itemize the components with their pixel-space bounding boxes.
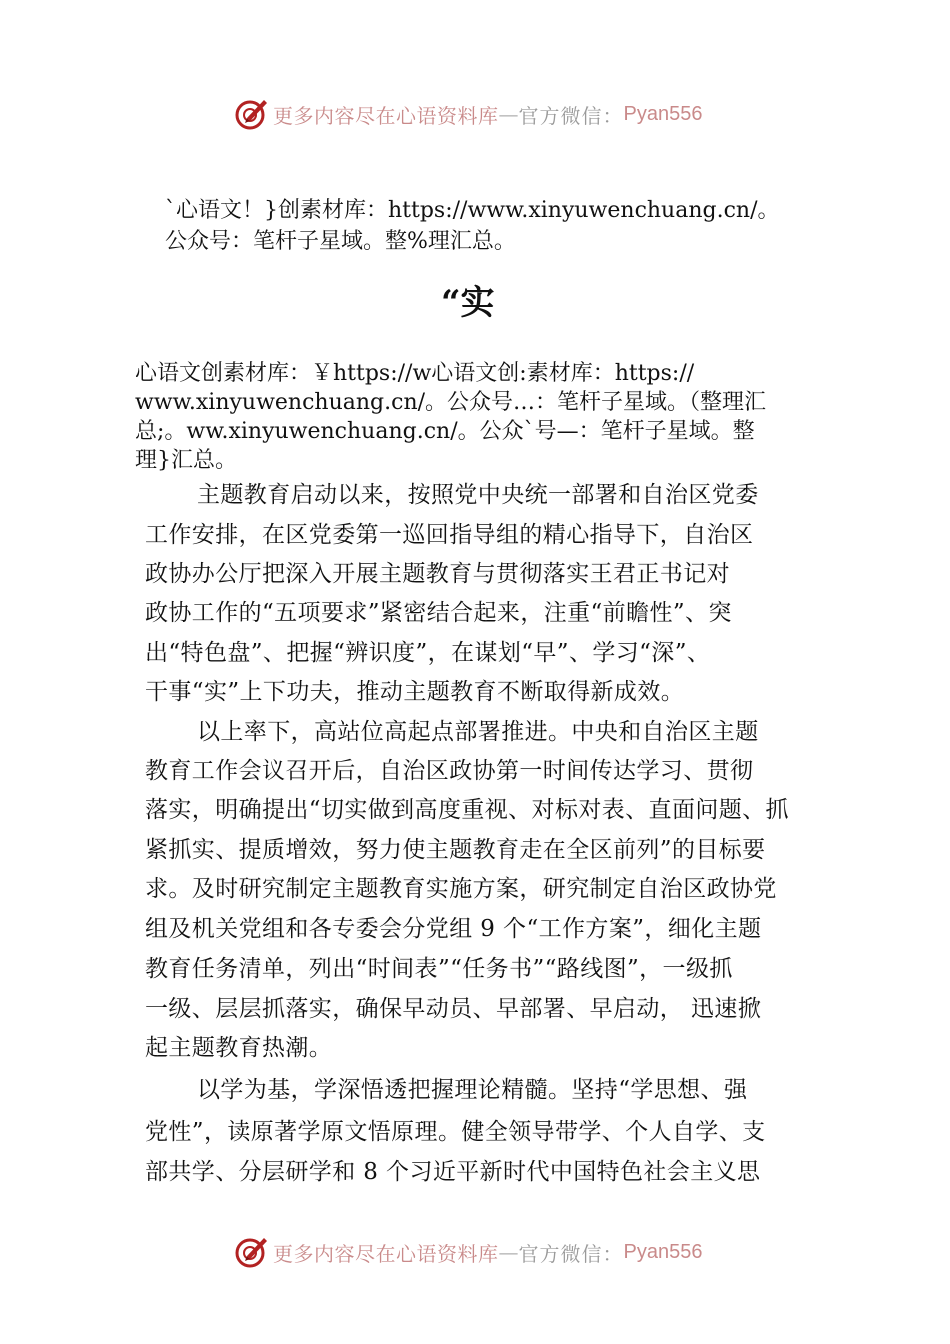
body-line: 干事“实”上下功夫，推动主题教育不断取得新成效。 xyxy=(145,679,685,705)
body-line: 党性”，读原著学原文悟原理。健全领导带学、个人自学、支 xyxy=(145,1119,766,1145)
source-line: 总;。ww.xinyuwenchuang.cn/。公众`号—：笔杆子星域。整 xyxy=(135,419,755,444)
intro-line: 公众号：笔杆子星域。整%理汇总。 xyxy=(165,229,516,254)
source-line: www.xinyuwenchuang.cn/。公众号…：笔杆子星域。（整理汇 xyxy=(135,390,767,415)
banner-dash: — xyxy=(498,102,519,126)
banner-wechat-id: Pyan556 xyxy=(623,102,703,125)
banner-wechat-label: 官方微信： xyxy=(518,103,624,128)
footer-banner xyxy=(233,1232,753,1272)
body-line: 政协工作的“五项要求”紧密结合起来，注重“前瞻性”、突 xyxy=(145,600,732,626)
body-line: 紧抓实、提质增效，努力使主题教育走在全区前列”的目标要 xyxy=(145,837,766,863)
banner-text: 更多内容尽在心语资料库 xyxy=(273,103,499,128)
banner-dash: — xyxy=(498,1240,519,1264)
source-line: 心语文创素材库：￥https://w心语文创:素材库：https:// xyxy=(135,361,695,386)
header-banner xyxy=(233,94,753,134)
body-line: 教育任务清单，列出“时间表”“任务书”“路线图”，一级抓 xyxy=(145,956,733,982)
body-line: 政协办公厅把深入开展主题教育与贯彻落实王君正书记对 xyxy=(145,561,730,587)
banner-text: 更多内容尽在心语资料库 xyxy=(273,1241,499,1266)
body-line: 一级、层层抓落实，确保早动员、早部署、早启动， 迅速掀 xyxy=(145,996,762,1022)
body-line: 落实，明确提出“切实做到高度重视、对标对表、直面问题、抓 xyxy=(145,797,789,823)
body-line: 组及机关党组和各专委会分党组 9 个“工作方案”，细化主题 xyxy=(145,916,762,942)
body-line: 部共学、分层研学和 8 个习近平新时代中国特色社会主义思 xyxy=(145,1159,761,1185)
body-line: 以上率下，高站位高起点部署推进。中央和自治区主题 xyxy=(197,719,759,745)
pen-logo-icon xyxy=(233,96,269,132)
body-line: 起主题教育热潮。 xyxy=(145,1035,333,1061)
body-line: 工作安排，在区党委第一巡回指导组的精心指导下，自治区 xyxy=(145,522,754,548)
banner-wechat-label: 官方微信： xyxy=(518,1241,624,1266)
intro-line: `心语文！}创素材库：https://www.xinyuwenchuang.cn/。 xyxy=(165,198,780,223)
page-title: “实 xyxy=(441,283,495,323)
body-line: 求。及时研究制定主题教育实施方案，研究制定自治区政协党 xyxy=(145,876,777,902)
source-line: 理}汇总。 xyxy=(135,448,237,473)
body-line: 教育工作会议召开后，自治区政协第一时间传达学习、贯彻 xyxy=(145,758,754,784)
pen-logo-icon xyxy=(233,1234,269,1270)
body-line: 以学为基，学深悟透把握理论精髓。坚持“学思想、强 xyxy=(197,1077,748,1103)
body-line: 主题教育启动以来，按照党中央统一部署和自治区党委 xyxy=(197,482,759,508)
banner-wechat-id: Pyan556 xyxy=(623,1240,703,1263)
body-line: 出“特色盘”、把握“辨识度”，在谋划“早”、学习“深”、 xyxy=(145,640,711,666)
